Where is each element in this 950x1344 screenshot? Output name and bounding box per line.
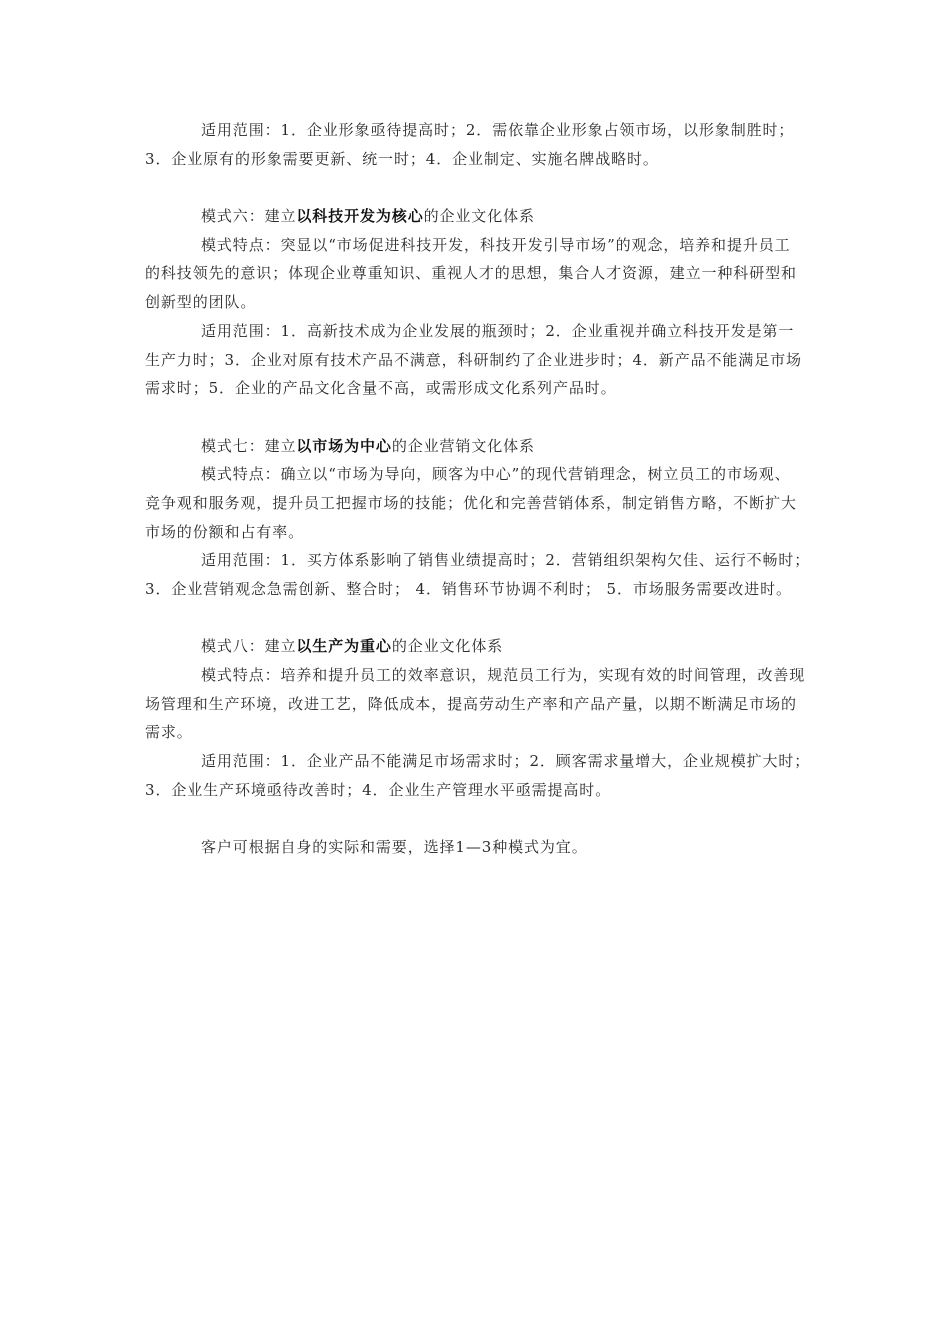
text-line: 需求。 xyxy=(145,723,193,742)
document-page xyxy=(145,116,825,862)
closing-paragraph: 客户可根据自身的实际和需要，选择1—3种模式为宜。 xyxy=(201,838,588,857)
text-line: 3．企业营销观念急需创新、整合时； 4．销售环节协调不利时； 5．市场服务需要改进时。 xyxy=(145,580,792,598)
section-mode7 xyxy=(145,432,825,604)
text-line: 生产力时；3．企业对原有技术产品不满意，科研制约了企业进步时；4．新产品不能满足市场 xyxy=(145,350,802,369)
text-line: 竞争观和服务观，提升员工把握市场的技能；优化和完善营销体系，制定销售方略，不断扩大 xyxy=(145,493,797,512)
text-line: 模式特点：确立以“市场为导向，顾客为中心”的现代营销理念，树立员工的市场观、 xyxy=(201,465,791,484)
heading-suffix: 的企业文化体系 xyxy=(423,207,535,226)
text-line: 创新型的团队。 xyxy=(145,293,257,312)
text-line: 的科技领先的意识；体现企业尊重知识、重视人才的思想，集合人才资源，建立一种科研型和 xyxy=(145,264,797,283)
text-line: 适用范围：1．企业形象亟待提高时；2．需依靠企业形象占领市场，以形象制胜时； xyxy=(201,121,795,139)
text-line: 3．企业生产环境亟待改善时；4．企业生产管理水平亟需提高时。 xyxy=(145,780,612,799)
text-line: 场管理和生产环境，改进工艺，降低成本，提高劳动生产率和产品产量，以期不断满足市场的 xyxy=(145,694,797,713)
scope-paragraph-mode5 xyxy=(145,116,825,173)
heading-emphasis: 以市场为中心 xyxy=(296,436,392,455)
blank-line xyxy=(145,403,825,432)
blank-line xyxy=(145,805,825,834)
heading-prefix: 模式六：建立 xyxy=(201,207,297,226)
text-line: 适用范围：1．买方体系影响了销售业绩提高时；2．营销组织架构欠佳、运行不畅时； xyxy=(201,551,811,570)
heading-emphasis: 以生产为重心 xyxy=(296,637,392,656)
heading-suffix: 的企业营销文化体系 xyxy=(391,436,535,455)
heading-emphasis: 以科技开发为核心 xyxy=(296,207,424,226)
section-mode8 xyxy=(145,632,825,804)
text-line: 适用范围：1．企业产品不能满足市场需求时；2．顾客需求量增大，企业规模扩大时； xyxy=(201,752,811,771)
text-line: 模式特点：突显以“市场促进科技开发，科技开发引导市场”的观念，培养和提升员工 xyxy=(201,235,791,254)
text-line: 需求时；5．企业的产品文化含量不高，或需形成文化系列产品时。 xyxy=(145,379,617,398)
blank-line xyxy=(145,604,825,633)
heading-prefix: 模式八：建立 xyxy=(201,637,297,656)
section-heading xyxy=(145,632,825,661)
section-mode6 xyxy=(145,202,825,403)
section-heading xyxy=(145,432,825,461)
section-heading xyxy=(145,202,825,231)
blank-line xyxy=(145,173,825,202)
text-line: 模式特点：培养和提升员工的效率意识，规范员工行为，实现有效的时间管理，改善现 xyxy=(201,666,806,685)
heading-suffix: 的企业文化体系 xyxy=(391,637,504,656)
text-line: 适用范围：1．高新技术成为企业发展的瓶颈时；2．企业重视并确立科技开发是第一 xyxy=(201,321,795,340)
heading-prefix: 模式七：建立 xyxy=(201,436,297,455)
text-line: 市场的份额和占有率。 xyxy=(145,522,305,541)
text-line: 3．企业原有的形象需要更新、统一时；4．企业制定、实施名牌战略时。 xyxy=(145,149,659,168)
